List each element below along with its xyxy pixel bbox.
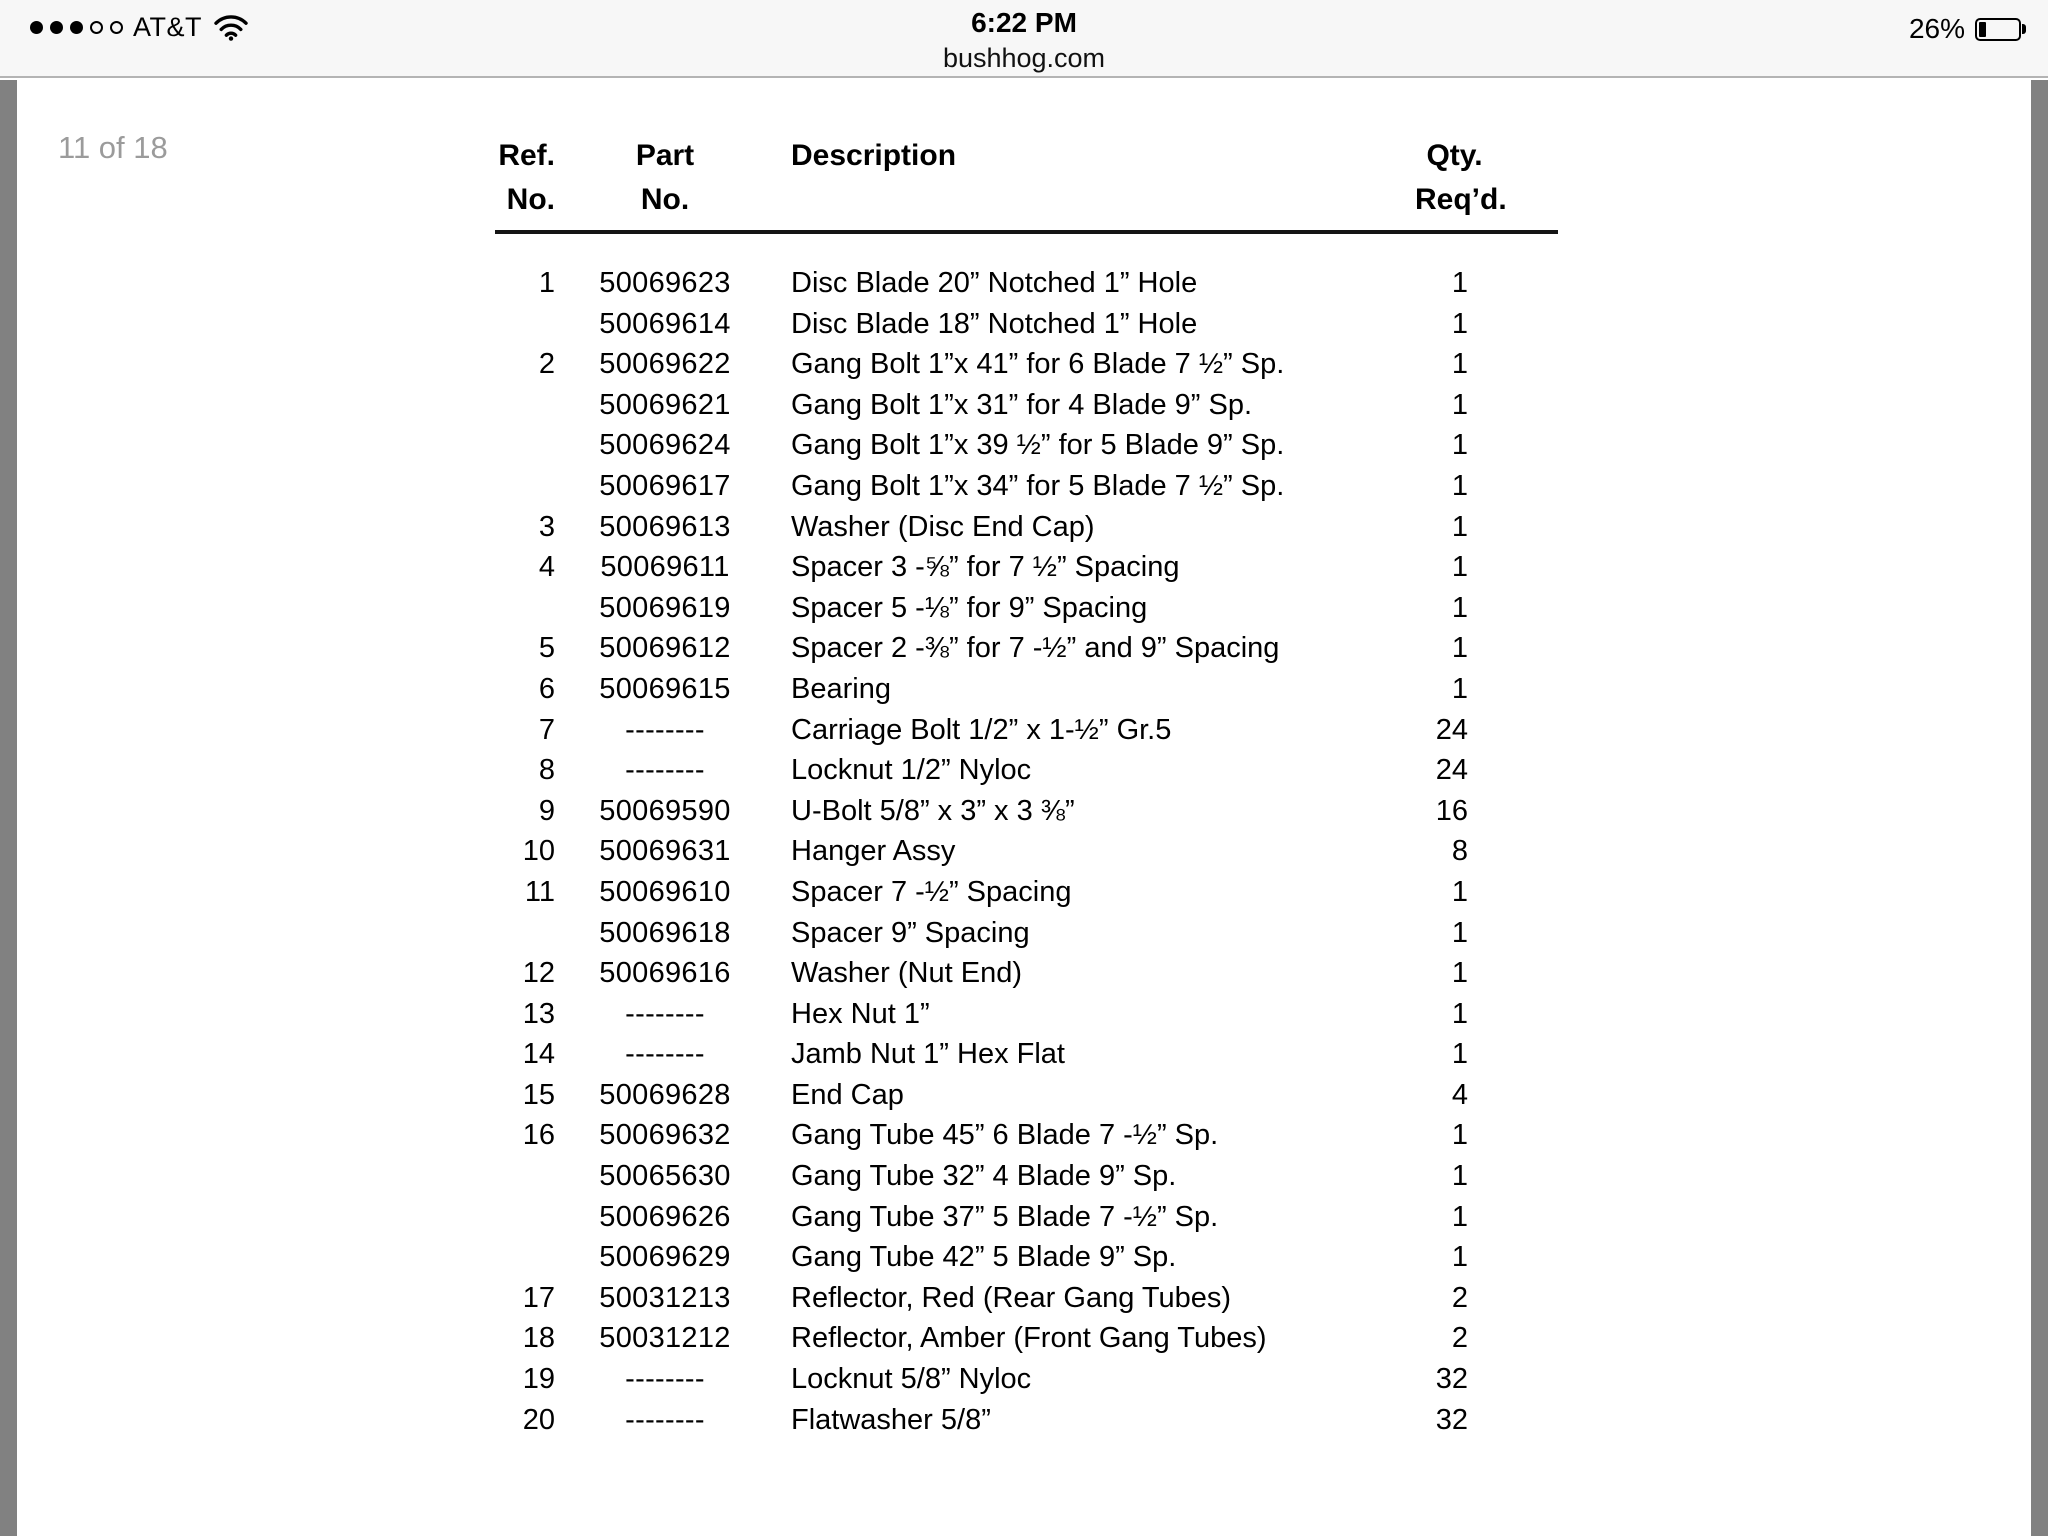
desc-cell: Spacer 9” Spacing bbox=[791, 916, 1030, 949]
part-cell: 50069590 bbox=[599, 794, 731, 827]
desc-cell: Gang Bolt 1”x 39 ½” for 5 Blade 9” Sp. bbox=[791, 429, 1285, 462]
desc-cell: Gang Tube 45” 6 Blade 7 -½” Sp. bbox=[791, 1119, 1219, 1152]
desc-cell: Locknut 5/8” Nyloc bbox=[791, 1363, 1032, 1396]
part-cell: -------- bbox=[625, 754, 705, 787]
table-row bbox=[495, 872, 1558, 913]
table-row bbox=[495, 1075, 1558, 1116]
qty-cell: 1 bbox=[1451, 307, 1468, 340]
desc-cell: Flatwasher 5/8” bbox=[791, 1403, 991, 1436]
qty-cell: 2 bbox=[1451, 1322, 1468, 1355]
table-row bbox=[495, 913, 1558, 954]
desc-cell: Disc Blade 20” Notched 1” Hole bbox=[791, 267, 1198, 299]
header-line: Description bbox=[791, 139, 957, 172]
table-header bbox=[495, 134, 1558, 234]
battery-percent-label: 26% bbox=[1908, 13, 1965, 44]
ref-cell bbox=[495, 1156, 555, 1197]
table-row bbox=[495, 1034, 1558, 1075]
part-cell: 50065630 bbox=[599, 1160, 731, 1193]
qty-cell: 8 bbox=[1451, 835, 1468, 868]
part-cell: 50031213 bbox=[599, 1281, 731, 1314]
part-cell: 50069622 bbox=[599, 348, 731, 381]
ref-cell: 4 bbox=[538, 551, 555, 584]
part-cell: 50069611 bbox=[600, 551, 730, 584]
qty-cell: 1 bbox=[1451, 1200, 1468, 1233]
table-row bbox=[495, 669, 1558, 710]
page-left-margin bbox=[0, 80, 17, 1536]
qty-cell: 1 bbox=[1451, 672, 1468, 705]
ref-cell: 18 bbox=[522, 1322, 555, 1355]
table-row bbox=[495, 1237, 1558, 1278]
ref-cell bbox=[495, 588, 555, 629]
qty-cell: 24 bbox=[1435, 754, 1468, 787]
desc-cell: Gang Bolt 1”x 34” for 5 Blade 7 ½” Sp. bbox=[791, 469, 1285, 502]
qty-cell: 1 bbox=[1451, 267, 1468, 299]
qty-cell: 1 bbox=[1451, 1241, 1468, 1274]
part-cell: -------- bbox=[625, 1363, 705, 1396]
part-cell: 50069614 bbox=[599, 307, 731, 340]
qty-cell: 1 bbox=[1451, 429, 1468, 462]
desc-cell: Reflector, Red (Rear Gang Tubes) bbox=[791, 1281, 1232, 1314]
status-center-cluster bbox=[0, 0, 2048, 74]
table-row bbox=[495, 263, 1558, 304]
address-bar-domain[interactable]: bushhog.com bbox=[942, 43, 1106, 73]
table-row bbox=[495, 588, 1558, 629]
table-row bbox=[495, 1197, 1558, 1238]
part-cell: 50069610 bbox=[599, 875, 731, 908]
part-cell: -------- bbox=[625, 1038, 705, 1071]
clock-label: 6:22 PM bbox=[971, 7, 1077, 38]
status-right-cluster bbox=[1909, 13, 2026, 45]
table-row bbox=[495, 385, 1558, 426]
table-row bbox=[495, 344, 1558, 385]
part-cell: 50069624 bbox=[599, 429, 731, 462]
qty-cell: 1 bbox=[1451, 957, 1468, 990]
qty-cell: 32 bbox=[1435, 1403, 1468, 1436]
part-cell: 50069619 bbox=[599, 591, 731, 624]
battery-body bbox=[1975, 18, 2021, 41]
desc-cell: Disc Blade 18” Notched 1” Hole bbox=[791, 307, 1198, 340]
desc-cell: Gang Bolt 1”x 41” for 6 Blade 7 ½” Sp. bbox=[791, 348, 1285, 381]
ref-cell: 11 bbox=[524, 875, 555, 908]
table-row bbox=[495, 1115, 1558, 1156]
desc-cell: Spacer 3 -⅝” for 7 ½” Spacing bbox=[791, 551, 1180, 584]
ref-cell: 19 bbox=[522, 1363, 555, 1396]
desc-cell: End Cap bbox=[791, 1078, 904, 1111]
desc-cell: Reflector, Amber (Front Gang Tubes) bbox=[791, 1322, 1267, 1355]
part-cell: 50069631 bbox=[599, 835, 731, 868]
qty-cell: 1 bbox=[1451, 551, 1468, 584]
ref-cell bbox=[495, 1237, 555, 1278]
ref-cell: 2 bbox=[538, 348, 555, 381]
header-line: Qty. bbox=[1426, 139, 1483, 172]
qty-cell: 1 bbox=[1451, 1038, 1468, 1071]
qty-cell: 1 bbox=[1451, 510, 1468, 543]
qty-cell: 1 bbox=[1451, 591, 1468, 624]
ref-cell: 13 bbox=[522, 997, 555, 1030]
table-row bbox=[495, 791, 1558, 832]
page-indicator: 11 of 18 bbox=[58, 130, 168, 165]
ref-cell: 15 bbox=[522, 1078, 555, 1111]
qty-cell: 1 bbox=[1451, 632, 1468, 665]
part-cell: 50069628 bbox=[599, 1078, 731, 1111]
ref-cell: 3 bbox=[538, 510, 555, 543]
desc-cell: Bearing bbox=[791, 672, 891, 705]
ref-cell: 12 bbox=[522, 957, 555, 990]
part-cell: 50069617 bbox=[599, 469, 731, 502]
desc-cell: Washer (Disc End Cap) bbox=[791, 510, 1095, 543]
part-cell: 50069612 bbox=[599, 632, 731, 665]
ref-cell bbox=[495, 385, 555, 426]
desc-cell: Gang Tube 42” 5 Blade 9” Sp. bbox=[791, 1241, 1177, 1274]
table-row bbox=[495, 953, 1558, 994]
desc-cell: Spacer 5 -⅛” for 9” Spacing bbox=[791, 591, 1148, 624]
ref-cell bbox=[495, 304, 555, 345]
ref-cell bbox=[495, 466, 555, 507]
ref-cell: 8 bbox=[538, 754, 555, 787]
table-row bbox=[495, 1318, 1558, 1359]
carrier-label: AT&T bbox=[133, 12, 202, 42]
table-row bbox=[495, 750, 1558, 791]
qty-cell: 2 bbox=[1451, 1281, 1468, 1314]
header-line: Req’d. bbox=[1415, 183, 1507, 216]
desc-cell: Carriage Bolt 1/2” x 1-½” Gr.5 bbox=[791, 713, 1172, 746]
part-cell: -------- bbox=[625, 997, 705, 1030]
ref-cell: 14 bbox=[522, 1038, 555, 1071]
desc-cell: U-Bolt 5/8” x 3” x 3 ⅜” bbox=[791, 794, 1075, 827]
table-row bbox=[495, 710, 1558, 751]
table-row bbox=[495, 994, 1558, 1035]
desc-cell: Washer (Nut End) bbox=[791, 957, 1022, 990]
table-row bbox=[495, 1278, 1558, 1319]
battery-icon bbox=[1975, 18, 2026, 41]
ref-cell: 7 bbox=[538, 713, 555, 746]
table-row bbox=[495, 628, 1558, 669]
qty-cell: 1 bbox=[1451, 1119, 1468, 1152]
header-line: No. bbox=[506, 183, 555, 216]
table-rows bbox=[495, 263, 1558, 1440]
desc-cell: Gang Tube 37” 5 Blade 7 -½” Sp. bbox=[791, 1200, 1219, 1233]
qty-cell: 1 bbox=[1451, 348, 1468, 381]
header-line: Part bbox=[635, 139, 695, 172]
column-header-part bbox=[555, 134, 775, 222]
desc-cell: Spacer 2 -⅜” for 7 -½” and 9” Spacing bbox=[791, 632, 1280, 665]
part-cell: 50069615 bbox=[599, 672, 731, 705]
part-cell: -------- bbox=[625, 1403, 705, 1436]
table-row bbox=[495, 466, 1558, 507]
part-cell: 50069621 bbox=[599, 388, 731, 421]
part-cell: -------- bbox=[625, 713, 705, 746]
table-row bbox=[495, 1156, 1558, 1197]
ref-cell bbox=[495, 913, 555, 954]
parts-table bbox=[495, 134, 1558, 1440]
qty-cell: 1 bbox=[1451, 1160, 1468, 1193]
ref-cell: 10 bbox=[522, 835, 555, 868]
desc-cell: Locknut 1/2” Nyloc bbox=[791, 754, 1032, 787]
table-row bbox=[495, 304, 1558, 345]
part-cell: 50069632 bbox=[599, 1119, 731, 1152]
desc-cell: Gang Bolt 1”x 31” for 4 Blade 9” Sp. bbox=[791, 388, 1253, 421]
header-line: No. bbox=[640, 183, 690, 216]
table-row bbox=[495, 507, 1558, 548]
ref-cell bbox=[495, 1197, 555, 1238]
desc-cell: Hex Nut 1” bbox=[791, 997, 930, 1030]
header-line: Ref. bbox=[498, 139, 555, 172]
part-cell: 50031212 bbox=[599, 1322, 731, 1355]
battery-fill bbox=[1979, 22, 1986, 37]
table-row bbox=[495, 1359, 1558, 1400]
ref-cell: 20 bbox=[522, 1403, 555, 1436]
column-header-ref bbox=[495, 134, 555, 222]
column-header-description bbox=[775, 134, 1415, 222]
ref-cell: 6 bbox=[538, 672, 555, 705]
qty-cell: 1 bbox=[1451, 469, 1468, 502]
qty-cell: 32 bbox=[1435, 1363, 1468, 1396]
ref-cell: 16 bbox=[522, 1119, 555, 1152]
status-bar bbox=[0, 0, 2048, 78]
qty-cell: 1 bbox=[1451, 388, 1468, 421]
qty-cell: 1 bbox=[1451, 916, 1468, 949]
desc-cell: Gang Tube 32” 4 Blade 9” Sp. bbox=[791, 1160, 1177, 1193]
qty-cell: 16 bbox=[1435, 794, 1468, 827]
qty-cell: 1 bbox=[1451, 997, 1468, 1030]
ref-cell: 5 bbox=[538, 632, 555, 665]
part-cell: 50069613 bbox=[599, 510, 731, 543]
ref-cell: 9 bbox=[538, 794, 555, 827]
table-row bbox=[495, 547, 1558, 588]
desc-cell: Jamb Nut 1” Hex Flat bbox=[791, 1038, 1065, 1071]
ref-cell bbox=[495, 425, 555, 466]
qty-cell: 1 bbox=[1451, 875, 1468, 908]
part-cell: 50069629 bbox=[599, 1241, 731, 1274]
ref-cell: 17 bbox=[522, 1281, 555, 1314]
table-row bbox=[495, 831, 1558, 872]
table-row bbox=[495, 1400, 1558, 1441]
battery-tip bbox=[2022, 24, 2026, 34]
table-row bbox=[495, 425, 1558, 466]
part-cell: 50069626 bbox=[599, 1200, 731, 1233]
part-cell: 50069616 bbox=[599, 957, 731, 990]
page-right-margin bbox=[2031, 80, 2048, 1536]
column-header-qty bbox=[1415, 134, 1558, 222]
desc-cell: Hanger Assy bbox=[791, 835, 956, 868]
qty-cell: 4 bbox=[1451, 1078, 1468, 1111]
qty-cell: 24 bbox=[1435, 713, 1468, 746]
ref-cell: 1 bbox=[538, 267, 555, 299]
part-cell: 50069623 bbox=[599, 267, 731, 299]
part-cell: 50069618 bbox=[599, 916, 731, 949]
desc-cell: Spacer 7 -½” Spacing bbox=[791, 875, 1072, 908]
